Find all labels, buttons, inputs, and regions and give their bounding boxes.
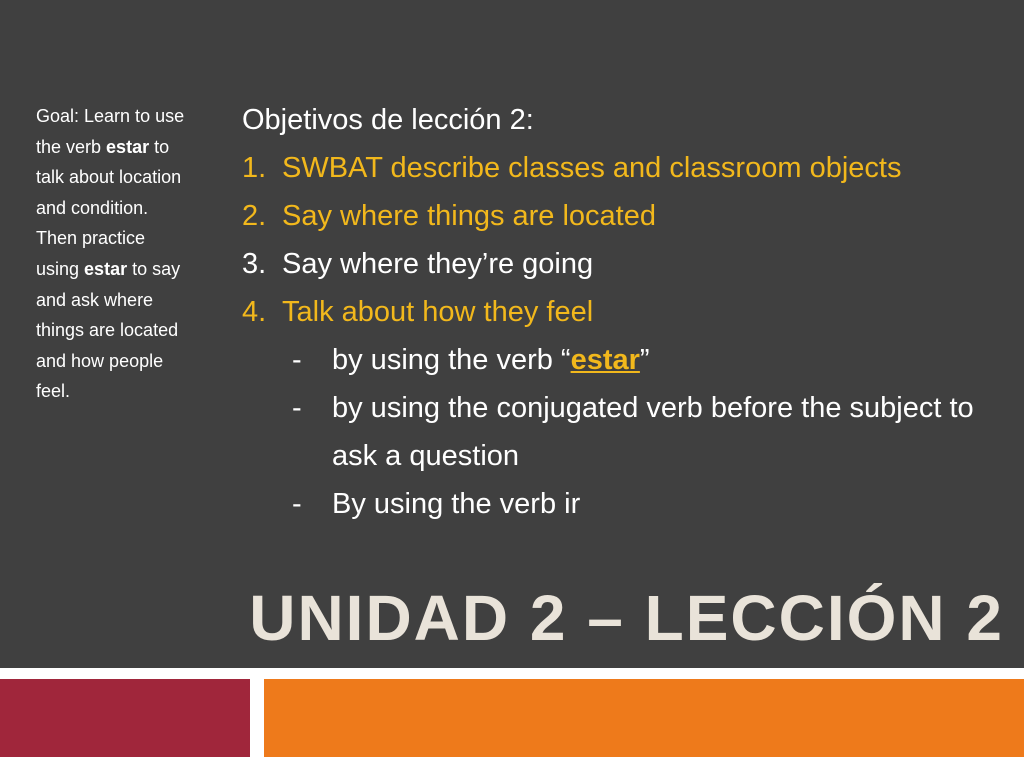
goal-text — [36, 101, 191, 407]
objective-text: SWBAT describe classes and classroom objects — [282, 152, 902, 184]
sub-item-text-after: ” — [639, 344, 650, 376]
sub-item-2 — [242, 384, 1012, 480]
objective-text: Say where they’re going — [282, 248, 594, 280]
sub-item-text: by using the conjugated verb before the subject to ask a question — [332, 392, 974, 472]
slide-title: UNIDAD 2 – LECCIÓN 2 — [249, 582, 1004, 654]
sub-item-text: By using the verb ir — [332, 488, 581, 520]
goal-text-before: Goal: Learn to use the verb — [36, 106, 185, 157]
objective-item-2 — [242, 192, 1012, 240]
keyword-estar: estar — [570, 344, 640, 376]
objective-number: 1. — [242, 152, 267, 184]
objective-text: Talk about how they feel — [282, 296, 594, 328]
footer-bar-orange — [264, 679, 1024, 757]
objective-item-3 — [242, 240, 1012, 288]
goal-text-after: to say and ask where things are located and how people feel. — [36, 258, 181, 402]
objectives-list — [242, 96, 1012, 528]
objective-number: 3. — [242, 248, 267, 280]
dash-bullet: - — [292, 344, 302, 376]
sub-item-text-before: by using the verb “ — [332, 344, 571, 376]
dash-bullet: - — [292, 488, 302, 520]
objective-item-1 — [242, 144, 1012, 192]
sub-item-1 — [242, 336, 1012, 384]
objective-item-4 — [242, 288, 1012, 336]
footer-bar-red — [0, 679, 250, 757]
objective-text: Say where things are located — [282, 200, 656, 232]
goal-text-middle: to talk about location and condition. Then practice using — [36, 136, 182, 279]
sub-item-3 — [242, 480, 1012, 528]
goal-keyword-estar-1: estar — [106, 136, 150, 157]
objective-number: 4. — [242, 296, 267, 328]
dash-bullet: - — [292, 392, 302, 424]
objectives-heading: Objetivos de lección 2: — [242, 104, 534, 136]
goal-keyword-estar-2: estar — [84, 258, 128, 279]
objective-number: 2. — [242, 200, 267, 232]
